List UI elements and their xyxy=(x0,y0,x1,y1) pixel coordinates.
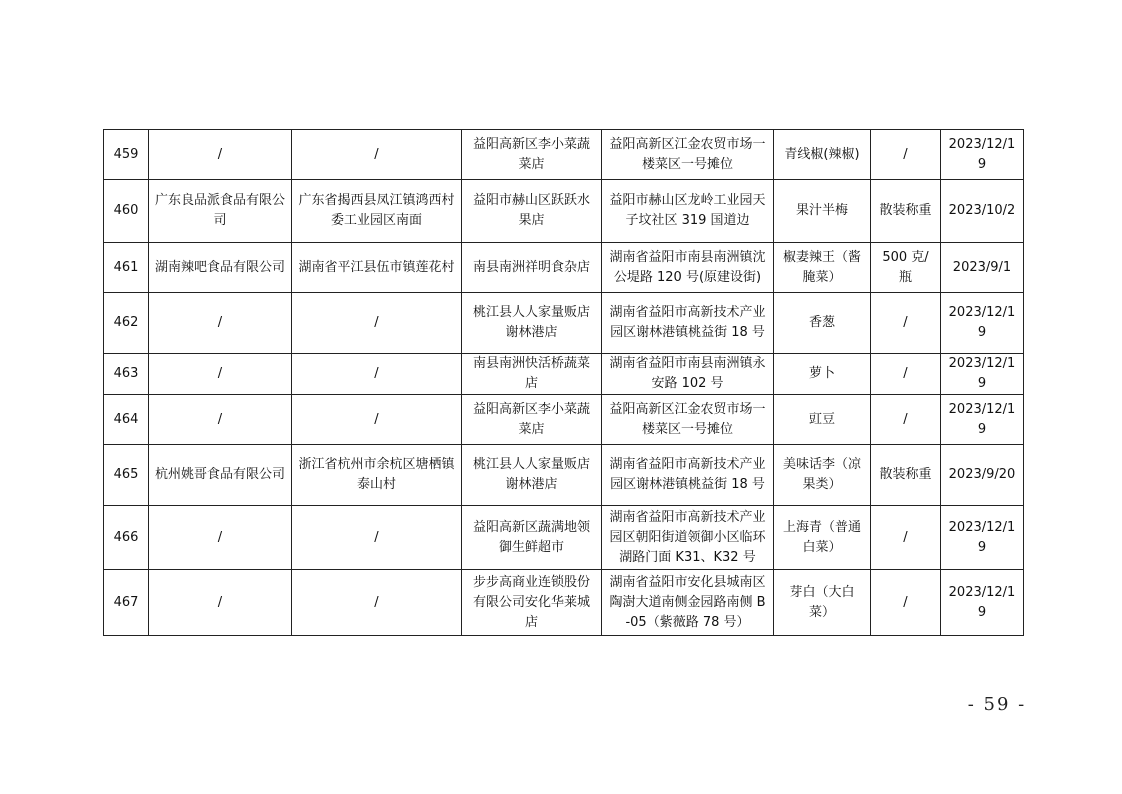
manufacturer-address-cell: / xyxy=(292,354,462,395)
table-row xyxy=(104,293,1024,354)
row-number-cell: 463 xyxy=(104,354,149,395)
product-name-cell: 美味话李（凉果类） xyxy=(774,445,871,506)
records-table xyxy=(103,129,1024,636)
specification-cell: / xyxy=(871,570,941,636)
manufacturer-address-cell: / xyxy=(292,506,462,570)
manufacturer-cell: / xyxy=(149,395,292,445)
row-number-cell: 460 xyxy=(104,180,149,243)
records-body xyxy=(104,130,1024,636)
product-name-cell: 芽白（大白菜） xyxy=(774,570,871,636)
seller-address-cell: 益阳市赫山区龙岭工业园天子坟社区 319 国道边 xyxy=(602,180,774,243)
row-number-cell: 464 xyxy=(104,395,149,445)
manufacturer-cell: / xyxy=(149,506,292,570)
manufacturer-address-cell: / xyxy=(292,395,462,445)
seller-address-cell: 湖南省益阳市南县南洲镇永安路 102 号 xyxy=(602,354,774,395)
seller-address-cell: 湖南省益阳市高新技术产业园区谢林港镇桃益街 18 号 xyxy=(602,293,774,354)
seller-cell: 南县南洲快活桥蔬菜店 xyxy=(462,354,602,395)
manufacturer-address-cell: 广东省揭西县凤江镇鸿西村委工业园区南面 xyxy=(292,180,462,243)
seller-address-cell: 湖南省益阳市高新技术产业园区朝阳街道领御小区临环湖路门面 K31、K32 号 xyxy=(602,506,774,570)
production-date-cell: 2023/9/20 xyxy=(941,445,1024,506)
production-date-cell: 2023/10/2 xyxy=(941,180,1024,243)
table-row xyxy=(104,445,1024,506)
seller-cell: 桃江县人人家量贩店谢林港店 xyxy=(462,293,602,354)
specification-cell: / xyxy=(871,354,941,395)
seller-address-cell: 湖南省益阳市南县南洲镇沈公堤路 120 号(原建设街) xyxy=(602,243,774,293)
seller-cell: 步步高商业连锁股份有限公司安化华莱城店 xyxy=(462,570,602,636)
product-name-cell: 豇豆 xyxy=(774,395,871,445)
product-name-cell: 萝卜 xyxy=(774,354,871,395)
specification-cell: / xyxy=(871,130,941,180)
specification-cell: 散装称重 xyxy=(871,180,941,243)
manufacturer-address-cell: 湖南省平江县伍市镇莲花村 xyxy=(292,243,462,293)
seller-address-cell: 益阳高新区江金农贸市场一楼菜区一号摊位 xyxy=(602,395,774,445)
table-row xyxy=(104,395,1024,445)
production-date-cell: 2023/12/19 xyxy=(941,130,1024,180)
row-number-cell: 462 xyxy=(104,293,149,354)
row-number-cell: 467 xyxy=(104,570,149,636)
manufacturer-cell: / xyxy=(149,354,292,395)
manufacturer-cell: 湖南辣吧食品有限公司 xyxy=(149,243,292,293)
manufacturer-cell: 杭州姚哥食品有限公司 xyxy=(149,445,292,506)
seller-cell: 益阳高新区李小菜蔬菜店 xyxy=(462,130,602,180)
specification-cell: 散装称重 xyxy=(871,445,941,506)
manufacturer-address-cell: / xyxy=(292,293,462,354)
product-name-cell: 椒妻辣王（酱腌菜） xyxy=(774,243,871,293)
seller-address-cell: 湖南省益阳市高新技术产业园区谢林港镇桃益街 18 号 xyxy=(602,445,774,506)
row-number-cell: 459 xyxy=(104,130,149,180)
manufacturer-address-cell: / xyxy=(292,130,462,180)
production-date-cell: 2023/12/19 xyxy=(941,506,1024,570)
page-number: - 59 - xyxy=(967,694,1027,715)
product-name-cell: 青线椒(辣椒) xyxy=(774,130,871,180)
seller-cell: 益阳市赫山区跃跃水果店 xyxy=(462,180,602,243)
manufacturer-cell: / xyxy=(149,130,292,180)
table-row xyxy=(104,180,1024,243)
product-name-cell: 香葱 xyxy=(774,293,871,354)
table-row xyxy=(104,130,1024,180)
manufacturer-cell: / xyxy=(149,293,292,354)
product-name-cell: 果汁半梅 xyxy=(774,180,871,243)
specification-cell: / xyxy=(871,395,941,445)
production-date-cell: 2023/9/1 xyxy=(941,243,1024,293)
production-date-cell: 2023/12/19 xyxy=(941,395,1024,445)
seller-address-cell: 益阳高新区江金农贸市场一楼菜区一号摊位 xyxy=(602,130,774,180)
specification-cell: 500 克/瓶 xyxy=(871,243,941,293)
row-number-cell: 465 xyxy=(104,445,149,506)
seller-address-cell: 湖南省益阳市安化县城南区陶澍大道南侧金园路南侧 B-05（紫薇路 78 号） xyxy=(602,570,774,636)
manufacturer-cell: / xyxy=(149,570,292,636)
row-number-cell: 466 xyxy=(104,506,149,570)
table-row xyxy=(104,243,1024,293)
seller-cell: 益阳高新区李小菜蔬菜店 xyxy=(462,395,602,445)
seller-cell: 益阳高新区蔬满地领御生鲜超市 xyxy=(462,506,602,570)
manufacturer-address-cell: 浙江省杭州市余杭区塘栖镇泰山村 xyxy=(292,445,462,506)
product-name-cell: 上海青（普通白菜） xyxy=(774,506,871,570)
table-row xyxy=(104,354,1024,395)
production-date-cell: 2023/12/19 xyxy=(941,354,1024,395)
manufacturer-cell: 广东良品派食品有限公司 xyxy=(149,180,292,243)
table-row xyxy=(104,570,1024,636)
specification-cell: / xyxy=(871,506,941,570)
table-row xyxy=(104,506,1024,570)
production-date-cell: 2023/12/19 xyxy=(941,570,1024,636)
row-number-cell: 461 xyxy=(104,243,149,293)
seller-cell: 桃江县人人家量贩店谢林港店 xyxy=(462,445,602,506)
seller-cell: 南县南洲祥明食杂店 xyxy=(462,243,602,293)
manufacturer-address-cell: / xyxy=(292,570,462,636)
production-date-cell: 2023/12/19 xyxy=(941,293,1024,354)
specification-cell: / xyxy=(871,293,941,354)
